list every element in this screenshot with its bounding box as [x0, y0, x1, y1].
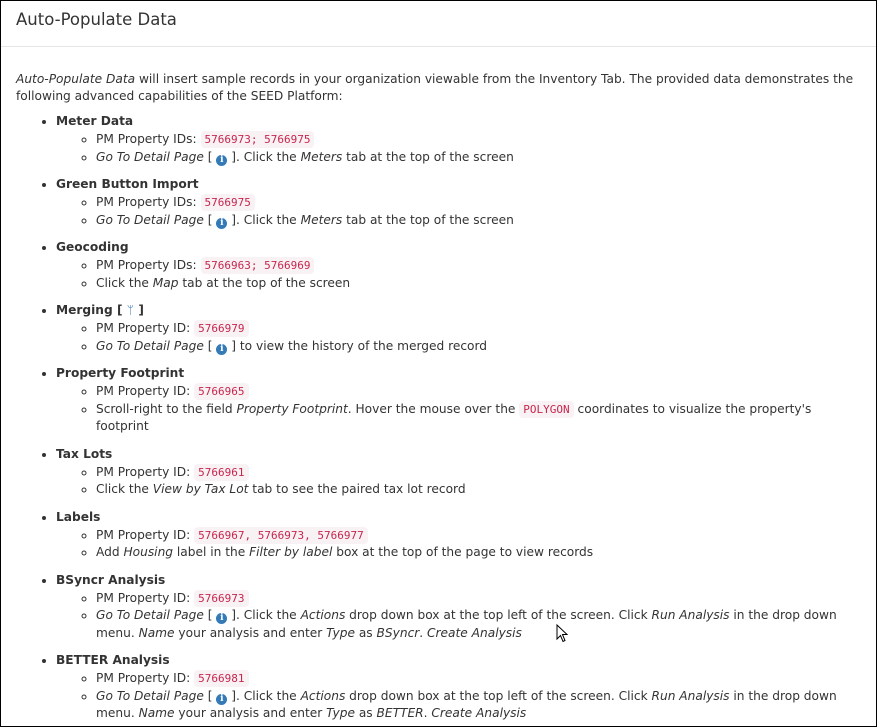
text: [ [203, 338, 217, 353]
code-value: 5766963; 5766969 [201, 257, 315, 274]
capability-section [56, 113, 861, 166]
section-details [56, 464, 861, 499]
emphasis-text: Go To Detail Page [96, 608, 204, 622]
text: PM Property ID: [96, 671, 195, 685]
info-icon: i [216, 344, 227, 355]
text: [ [203, 212, 217, 227]
text: Add [96, 545, 124, 559]
capability-section [56, 239, 861, 292]
text: ] to view the history of the merged record [227, 338, 488, 353]
text: Click the [96, 275, 153, 290]
detail-item [96, 320, 861, 338]
detail-item [96, 212, 861, 230]
capability-section [56, 509, 861, 562]
emphasis-text: Meters [300, 212, 343, 227]
text: ] [134, 303, 144, 317]
text: PM Property IDs: [96, 132, 201, 146]
text: tab to see the paired tax lot record [248, 482, 466, 496]
section-details [56, 320, 861, 355]
detail-item [96, 338, 861, 356]
text: Merging [ [56, 303, 127, 317]
emphasis-text: BETTER [376, 706, 424, 720]
section-details [56, 670, 861, 723]
emphasis-text: Type [326, 625, 355, 640]
text: ]. Click the [227, 149, 301, 164]
text: PM Property ID: [96, 527, 195, 542]
detail-item [96, 383, 861, 401]
code-value: 5766967, 5766973, 5766977 [194, 527, 368, 544]
info-icon: i [216, 155, 227, 166]
emphasis-text: Property Footprint [236, 401, 348, 416]
detail-item [96, 464, 861, 482]
section-details [56, 131, 861, 166]
capabilities-list [16, 113, 861, 723]
section-title [56, 573, 165, 587]
text: ]. Click the [227, 608, 301, 622]
section-details [56, 527, 861, 562]
text: Property Footprint [56, 366, 185, 380]
text: Green Button Import [56, 177, 199, 191]
emphasis-text: Meters [300, 149, 343, 164]
text: BETTER Analysis [56, 653, 170, 667]
text: Geocoding [56, 240, 129, 254]
text: PM Property IDs: [96, 258, 201, 272]
emphasis-text: Type [326, 706, 355, 720]
emphasis-text: Housing [123, 545, 174, 559]
merge-icon: ᛘ [126, 303, 135, 317]
text: box at the top of the page to view records [332, 545, 594, 559]
text: Tax Lots [56, 446, 113, 461]
text: drop down box at the top left of the screen. Click [345, 608, 652, 622]
emphasis-text: Go To Detail Page [96, 338, 204, 353]
text: as [354, 706, 377, 720]
detail-item [96, 481, 861, 499]
section-title [56, 510, 100, 524]
section-title [56, 366, 184, 380]
text: Scroll-right to the field [96, 401, 237, 416]
text: PM Property ID: [96, 464, 195, 479]
text: . [423, 706, 432, 720]
text: ]. Click the [227, 212, 301, 227]
emphasis-text: Run Analysis [651, 688, 730, 703]
text: in the drop down menu. [96, 688, 837, 720]
code-value: 5766979 [194, 320, 248, 337]
text: PM Property ID: [96, 590, 195, 605]
text: PM Property IDs: [96, 195, 201, 209]
detail-item [96, 194, 861, 212]
section-title [56, 114, 133, 128]
text: your analysis and enter [174, 625, 327, 640]
emphasis-text: Create Analysis [427, 625, 522, 640]
text: label in the [173, 545, 250, 559]
detail-item [96, 527, 861, 545]
info-icon: i [216, 218, 227, 229]
detail-item [96, 275, 861, 293]
text: [ [203, 608, 217, 622]
text: BSyncr Analysis [56, 572, 166, 587]
emphasis-text: Actions [300, 688, 346, 703]
detail-item [96, 607, 861, 642]
section-details [56, 257, 861, 292]
detail-item [96, 688, 861, 723]
emphasis-text: Go To Detail Page [96, 688, 204, 703]
text: will insert sample records in your organization viewable from the Inventory Tab. The provided data demonstrates the following advanced capabilities of the SEED Platform: [16, 72, 854, 103]
intro-text [16, 71, 861, 105]
code-value: 5766973; 5766975 [201, 131, 315, 148]
mouse-cursor-icon [556, 624, 568, 643]
capability-section [56, 652, 861, 723]
code-value: 5766973 [194, 590, 248, 607]
emphasis-text: Auto-Populate Data [16, 72, 136, 86]
code-value: 5766981 [194, 670, 248, 687]
text: [ [203, 688, 217, 703]
emphasis-text: BSyncr [376, 625, 420, 640]
emphasis-text: Go To Detail Page [96, 212, 204, 227]
detail-item [96, 401, 861, 436]
code-value: 5766975 [201, 194, 255, 211]
code-value: 5766965 [194, 383, 248, 400]
text: as [354, 625, 377, 640]
section-title [56, 240, 129, 254]
section-title [56, 447, 112, 461]
modal-title: Auto-Populate Data [16, 10, 177, 29]
section-details [56, 590, 861, 643]
text: PM Property ID: [96, 321, 195, 335]
section-details [56, 383, 861, 436]
emphasis-text: Run Analysis [651, 608, 730, 622]
capability-section [56, 302, 861, 355]
text: Meter Data [56, 114, 134, 128]
modal-header [1, 1, 876, 47]
text: . Hover the mouse over the [347, 401, 520, 416]
emphasis-text: Map [152, 275, 179, 290]
emphasis-text: Actions [300, 608, 346, 622]
text: your analysis and enter [174, 706, 327, 720]
detail-item [96, 149, 861, 167]
section-title [56, 653, 170, 667]
emphasis-text: View by Tax Lot [152, 482, 249, 496]
info-icon: i [216, 694, 227, 705]
code-value: POLYGON [519, 401, 573, 418]
emphasis-text: Create Analysis [431, 706, 527, 720]
text: ]. Click the [227, 688, 301, 703]
section-details [56, 194, 861, 229]
text: tab at the top of the screen [178, 275, 351, 290]
text: Labels [56, 509, 101, 524]
text: drop down box at the top left of the screen. Click [345, 688, 652, 703]
section-title [56, 303, 144, 317]
emphasis-text: Go To Detail Page [96, 149, 204, 164]
capability-section [56, 365, 861, 436]
section-title [56, 177, 199, 191]
text: tab at the top of the screen [342, 212, 514, 227]
info-icon: i [216, 613, 227, 624]
detail-item [96, 544, 861, 562]
modal-body [1, 47, 876, 723]
detail-item [96, 590, 861, 608]
capability-section [56, 572, 861, 643]
capability-section [56, 176, 861, 229]
emphasis-text: Filter by label [249, 545, 333, 559]
text: in the drop down menu. [96, 608, 837, 640]
text: coordinates to visualize the property's footprint [96, 401, 812, 433]
emphasis-text: Name [138, 706, 175, 720]
text: [ [203, 149, 217, 164]
text: Click the [96, 482, 153, 496]
emphasis-text: Name [138, 625, 175, 640]
text: PM Property ID: [96, 384, 195, 398]
detail-item [96, 131, 861, 149]
text: . [419, 625, 428, 640]
text: tab at the top of the screen [342, 149, 514, 164]
detail-item [96, 257, 861, 275]
detail-item [96, 670, 861, 688]
capability-section [56, 446, 861, 499]
code-value: 5766961 [194, 464, 248, 481]
